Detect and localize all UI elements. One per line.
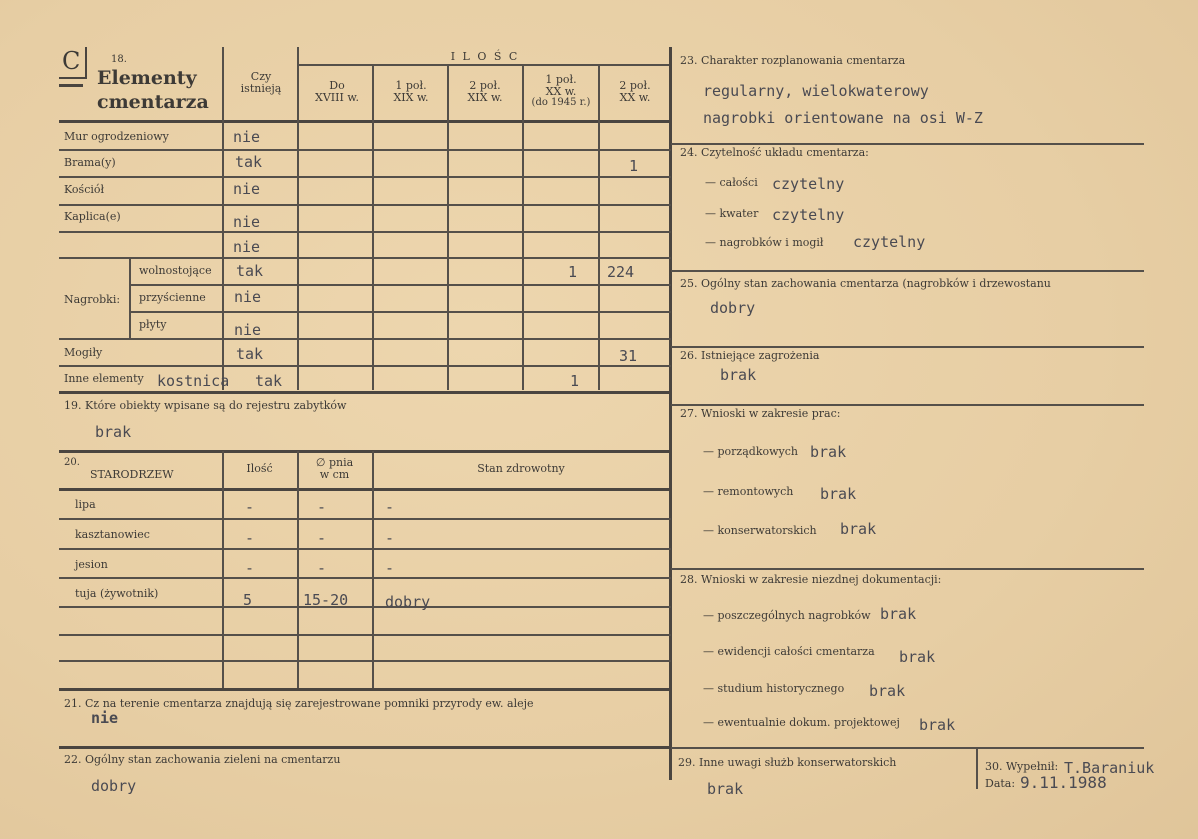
tree-name: kasztanowiec xyxy=(75,528,150,541)
element-count: 1 xyxy=(629,157,639,175)
element-count: 31 xyxy=(619,347,638,365)
s30-date: 9.11.1988 xyxy=(1020,773,1107,792)
s20-header: STARODRZEW xyxy=(90,468,174,481)
col-exists-l2: istnieją xyxy=(240,82,282,95)
item-value: brak xyxy=(840,520,877,538)
tree-state: - xyxy=(385,498,395,516)
tree-name: jesion xyxy=(75,558,108,571)
period-4-l3: (do 1945 r.) xyxy=(531,97,591,108)
period-1-l2: XVIII w. xyxy=(315,91,359,104)
item-label: — całości xyxy=(705,176,758,189)
element-exists: nie xyxy=(234,288,262,306)
item-label: — remontowych xyxy=(703,485,794,498)
s20-col-diam-l1: ∅ pnia xyxy=(315,456,354,469)
s30-label-date: Data: xyxy=(985,777,1016,790)
item-value: czytelny xyxy=(853,233,926,251)
period-4-l1: 1 poł. xyxy=(545,73,577,86)
element-exists: tak xyxy=(236,262,264,280)
period-3-l2: XIX w. xyxy=(467,91,503,104)
tree-diam: - xyxy=(317,529,327,547)
tree-name: lipa xyxy=(75,498,96,511)
element-count: 1 xyxy=(570,372,580,390)
tree-name: tuja (żywotnik) xyxy=(75,587,159,600)
s19-label: 19. Które obiekty wpisane są do rejestru zabytków xyxy=(64,399,347,412)
element-label: Kościół xyxy=(64,183,105,196)
item-value: czytelny xyxy=(772,206,845,224)
col-ilosc: I L O Ś C xyxy=(450,50,520,63)
item-value: brak xyxy=(880,605,917,623)
item-label: — kwater xyxy=(705,207,759,220)
s29-label: 29. Inne uwagi służb konserwatorskich xyxy=(678,756,897,769)
item-label: — nagrobków i mogił xyxy=(705,236,824,249)
element-exists: tak xyxy=(255,372,283,390)
element-exists: nie xyxy=(233,128,261,146)
element-label: Mur ogrodzeniowy xyxy=(64,130,169,143)
period-5-l2: XX w. xyxy=(619,91,651,104)
item-value: brak xyxy=(820,485,857,503)
element-label: płyty xyxy=(139,318,167,331)
element-exists: nie xyxy=(233,180,261,198)
s22-value: dobry xyxy=(91,777,137,795)
tree-state: - xyxy=(385,529,395,547)
s25-value: dobry xyxy=(710,299,756,317)
s20-col-diam-l2: w cm xyxy=(319,468,350,481)
period-1-l1: Do xyxy=(329,79,345,92)
element-typed: kostnica xyxy=(157,372,230,390)
element-label: Brama(y) xyxy=(64,156,116,169)
tree-qty: - xyxy=(245,559,255,577)
s23-line1: regularny, wielokwaterowy xyxy=(703,82,929,100)
element-exists: tak xyxy=(236,345,264,363)
section-title-line1: Elementy xyxy=(97,67,197,89)
element-exists: nie xyxy=(233,238,261,256)
element-label: Mogiły xyxy=(64,346,103,359)
element-count: 224 xyxy=(607,263,635,281)
s22-label: 22. Ogólny stan zachowania zieleni na cmentarzu xyxy=(64,753,341,766)
element-label: wolnostojące xyxy=(139,264,212,277)
item-label: — ewidencji całości cmentarza xyxy=(703,645,875,658)
s23-label: 23. Charakter rozplanowania cmentarza xyxy=(680,54,906,67)
s23-line2: nagrobki orientowane na osi W-Z xyxy=(703,109,983,127)
element-exists: nie xyxy=(234,321,262,339)
tree-state: - xyxy=(385,559,395,577)
item-label: — poszczególnych nagrobków xyxy=(703,609,871,622)
section-number: 18. xyxy=(111,54,127,65)
s25-label: 25. Ogólny stan zachowania cmentarza (nagrobków i drzewostanu xyxy=(680,277,1051,290)
item-value: brak xyxy=(869,682,906,700)
element-count: 1 xyxy=(568,263,578,281)
tree-qty: - xyxy=(245,498,255,516)
s28-label: 28. Wnioski w zakresie niezdnej dokumentacji: xyxy=(680,573,942,586)
item-label: — studium historycznego xyxy=(703,682,845,695)
s29-value: brak xyxy=(707,780,744,798)
section-badge-letter: C xyxy=(62,47,81,75)
s21-label: 21. Cz na terenie cmentarza znajdują się zarejestrowane pomniki przyrody ew. aleje xyxy=(64,697,534,710)
period-2-l1: 1 poł. xyxy=(395,79,427,92)
col-exists-l1: Czy xyxy=(250,70,272,83)
item-label: — ewentualnie dokum. projektowej xyxy=(703,716,900,729)
element-exists: nie xyxy=(233,213,261,231)
tree-qty: - xyxy=(245,529,255,547)
item-value: brak xyxy=(919,716,956,734)
s20-col-qty: Ilość xyxy=(246,462,273,475)
s30-label-filled: 30. Wypełnił: xyxy=(985,760,1059,773)
s21-value: nie xyxy=(91,709,119,727)
period-2-l2: XIX w. xyxy=(393,91,429,104)
item-label: — porządkowych xyxy=(703,445,798,458)
s26-value: brak xyxy=(720,366,757,384)
s24-label: 24. Czytelność układu cmentarza: xyxy=(680,146,869,159)
s26-label: 26. Istniejące zagrożenia xyxy=(680,349,820,362)
element-label: Inne elementy xyxy=(64,372,144,385)
period-4-l2: XX w. xyxy=(545,85,577,98)
element-exists: tak xyxy=(235,153,263,171)
s19-value: brak xyxy=(95,423,132,441)
item-value: brak xyxy=(899,648,936,666)
tree-state: dobry xyxy=(385,593,431,611)
tree-diam: 15-20 xyxy=(303,591,349,609)
element-label: Kaplica(e) xyxy=(64,210,121,223)
tree-diam: - xyxy=(317,498,327,516)
element-label: przyścienne xyxy=(139,291,206,304)
s20-number: 20. xyxy=(64,457,80,468)
s30-filled-by: T.Baraniuk xyxy=(1064,759,1155,777)
nagrobki-label: Nagrobki: xyxy=(64,293,121,306)
section-title-line2: cmentarza xyxy=(97,91,209,113)
item-label: — konserwatorskich xyxy=(703,524,817,537)
s20-col-state: Stan zdrowotny xyxy=(477,462,565,475)
item-value: brak xyxy=(810,443,847,461)
tree-qty: 5 xyxy=(243,591,253,609)
s27-label: 27. Wnioski w zakresie prac: xyxy=(680,407,841,420)
item-value: czytelny xyxy=(772,175,845,193)
section-badge xyxy=(59,47,87,79)
tree-diam: - xyxy=(317,559,327,577)
period-3-l1: 2 poł. xyxy=(469,79,501,92)
period-5-l1: 2 poł. xyxy=(619,79,651,92)
